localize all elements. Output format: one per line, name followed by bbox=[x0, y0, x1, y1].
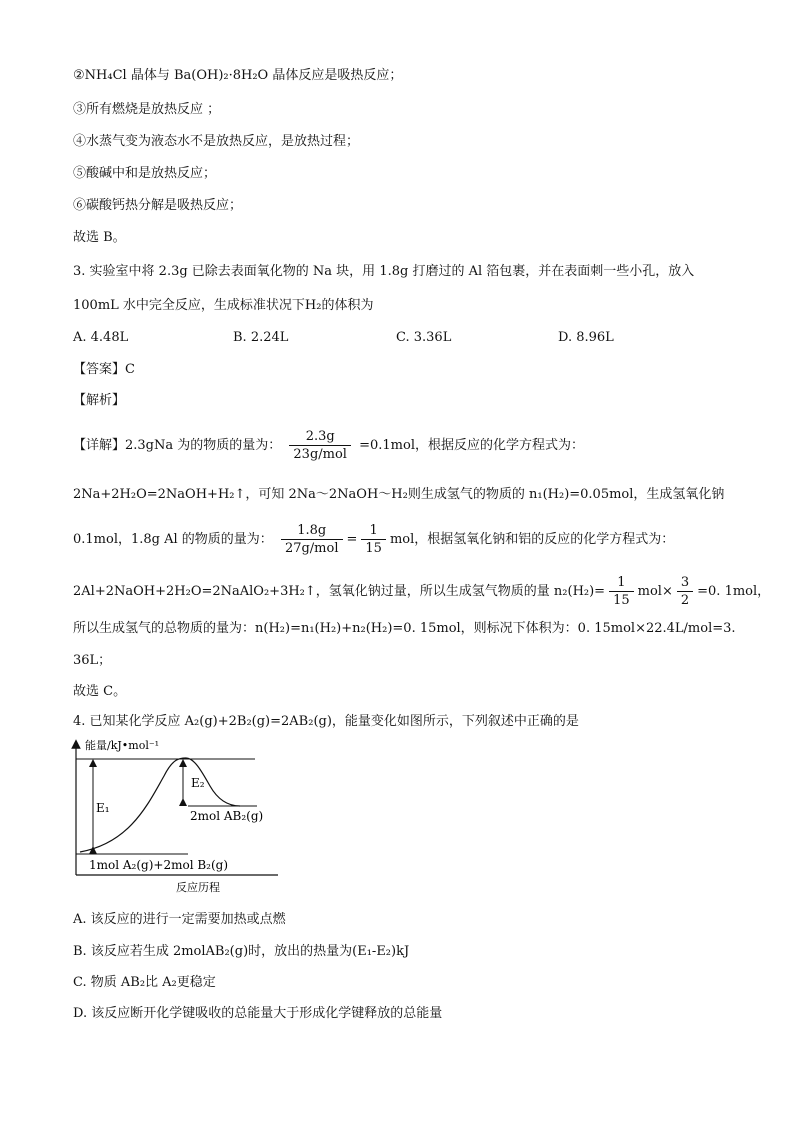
option-c: C. 3.36L bbox=[396, 330, 452, 345]
product-label: 2mol AB₂(g) bbox=[190, 809, 264, 823]
x-axis-label: 反应历程 bbox=[176, 881, 220, 894]
fraction-numerator: 2.3g bbox=[289, 428, 351, 446]
fraction-three-halves bbox=[677, 574, 693, 609]
equals-sign: = bbox=[346, 532, 358, 547]
detail-text: 2Al+2NaOH+2H₂O=2NaAlO₂+3H₂↑，氢氧化钠过量，所以生成氢气物质的量 n₂(H₂)= bbox=[73, 584, 606, 599]
detail-line-4 bbox=[73, 572, 770, 612]
fraction-denominator: 23g/mol bbox=[293, 447, 347, 462]
detail-line-5: 所以生成氢气的总物质的量为：n(H₂)=n₁(H₂)+n₂(H₂)=0. 15mol，则标况下体积为：0. 15mol×22.4L/mol=3. bbox=[73, 621, 736, 636]
question-3-stem-line1: 3. 实验室中将 2.3g 已除去表面氧化物的 Na 块，用 1.8g 打磨过的 Al 箔包裹，并在表面刺一些小孔，放入 bbox=[73, 264, 695, 279]
fraction-al-moles bbox=[281, 522, 343, 557]
text-line: ②NH₄Cl 晶体与 Ba(OH)₂·8H₂O 晶体反应是吸热反应； bbox=[73, 68, 403, 83]
text-line: 故选 B。 bbox=[73, 230, 126, 245]
h2-formula: H₂ bbox=[304, 298, 322, 313]
option-d: D. 8.96L bbox=[558, 330, 614, 345]
option-d: D. 该反应断开化学键吸收的总能量大于形成化学键释放的总能量 bbox=[73, 1006, 443, 1021]
detail-line-7: 故选 C。 bbox=[73, 684, 127, 699]
detail-text: =0.1mol，根据反应的化学方程式为： bbox=[359, 438, 584, 453]
detail-line-3 bbox=[73, 520, 674, 560]
detail-text: 【详解】2.3gNa 为的物质的量为： bbox=[73, 438, 282, 453]
detail-text: =0. 1mol， bbox=[697, 584, 771, 599]
detail-line-6: 36L； bbox=[73, 653, 112, 668]
fraction-one-fifteenth bbox=[609, 574, 634, 609]
option-b: B. 该反应若生成 2molAB₂(g)时，放出的热量为(E₁-E₂)kJ bbox=[73, 944, 410, 959]
reactant-label: 1mol A₂(g)+2mol B₂(g) bbox=[89, 858, 229, 872]
fraction-denominator: 15 bbox=[365, 541, 382, 556]
text-line: ④水蒸气变为液态水不是放热反应，是放热过程； bbox=[73, 134, 360, 149]
fraction-numerator: 1.8g bbox=[281, 522, 343, 540]
option-c: C. 物质 AB₂比 A₂更稳定 bbox=[73, 975, 216, 990]
question-4-stem: 4. 已知某化学反应 A₂(g)+2B₂(g)=2AB₂(g)，能量变化如图所示，下列叙述中正确的是 bbox=[73, 714, 579, 729]
question-3-stem-line2 bbox=[73, 297, 373, 315]
fraction-numerator: 1 bbox=[361, 522, 386, 540]
energy-diagram bbox=[60, 738, 300, 898]
fraction-one-fifteenth bbox=[361, 522, 386, 557]
detail-text: mol，根据氢氧化钠和铝的反应的化学方程式为： bbox=[389, 532, 675, 547]
fraction-numerator: 3 bbox=[677, 574, 693, 592]
e1-label: E₁ bbox=[96, 801, 110, 815]
e2-label: E₂ bbox=[191, 776, 205, 790]
text-line: ⑥碳酸钙热分解是吸热反应； bbox=[73, 198, 243, 213]
fraction-na-moles bbox=[289, 428, 351, 463]
option-a: A. 该反应的进行一定需要加热或点燃 bbox=[73, 912, 286, 927]
option-a: A. 4.48L bbox=[73, 330, 129, 345]
text-line: ⑤酸碱中和是放热反应； bbox=[73, 166, 217, 181]
detail-text: 0.1mol，1.8g Al 的物质的量为： bbox=[73, 532, 273, 547]
fraction-denominator: 15 bbox=[613, 593, 630, 608]
answer-label: 【答案】C bbox=[73, 362, 135, 377]
detail-text: mol× bbox=[637, 584, 673, 599]
fraction-numerator: 1 bbox=[609, 574, 634, 592]
text-line: ③所有燃烧是放热反应 ； bbox=[73, 102, 221, 117]
detail-line-1 bbox=[73, 426, 584, 466]
fraction-denominator: 27g/mol bbox=[284, 541, 339, 556]
detail-line-2: 2Na+2H₂O=2NaOH+H₂↑，可知 2Na～2NaOH～H₂则生成氢气的物质的 n₁(H₂)=0.05mol，生成氢氧化钠 bbox=[73, 487, 725, 502]
stem-text: 100mL 水中完全反应，生成标准状况下 bbox=[73, 298, 305, 313]
stem-text: 的体积为 bbox=[321, 298, 374, 313]
y-axis-label: 能量/kJ•mol⁻¹ bbox=[85, 739, 160, 752]
option-b: B. 2.24L bbox=[233, 330, 289, 345]
fraction-denominator: 2 bbox=[680, 593, 690, 608]
analysis-label: 【解析】 bbox=[73, 393, 126, 408]
